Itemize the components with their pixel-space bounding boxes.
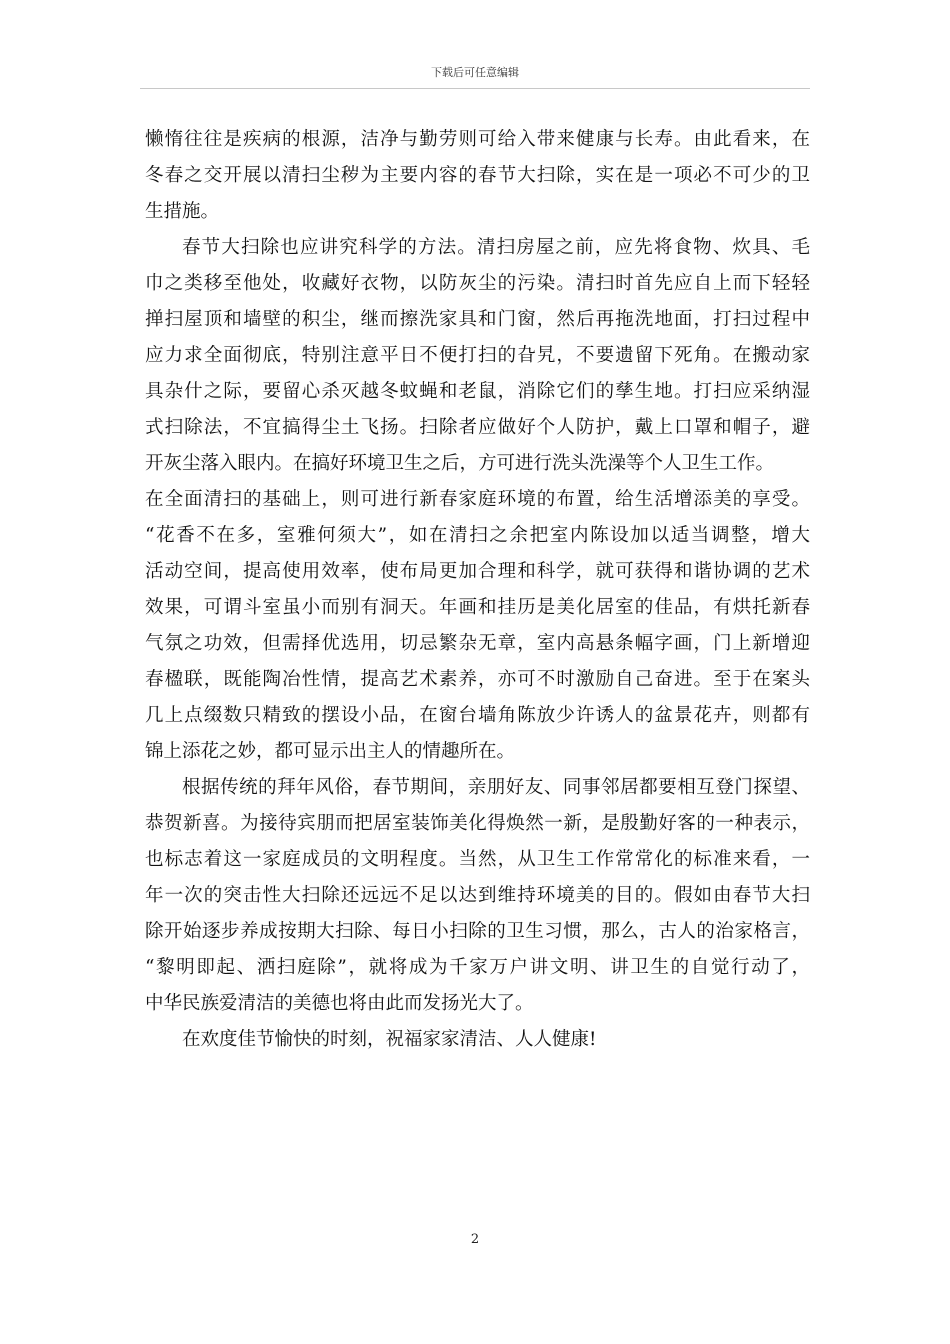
text-line: 在全面清扫的基础上，则可进行新春家庭环境的布置，给生活增添美的享受。	[145, 489, 810, 510]
text-line: 除开始逐步养成按期大扫除、每日小扫除的卫生习惯，那么，古人的治家格言，	[145, 921, 810, 942]
text-line: 根据传统的拜年风俗，春节期间，亲朋好友、同事邻居都要相互登门探望、	[182, 777, 810, 798]
text-line: 中华民族爱清洁的美德也将由此而发扬光大了。	[145, 993, 534, 1014]
paragraph	[145, 230, 810, 482]
text-line: 活动空间，提高使用效率，使布局更加合理和科学，就可获得和谐协调的艺术	[145, 561, 810, 582]
document-body	[145, 122, 810, 1058]
text-line: 懒惰往往是疾病的根源，洁净与勤劳则可给入带来健康与长寿。由此看来，在	[145, 129, 810, 150]
text-line: 春节大扫除也应讲究科学的方法。清扫房屋之前，应先将食物、炊具、毛	[182, 237, 810, 258]
paragraph	[145, 1022, 810, 1058]
text-line: 春楹联，既能陶冶性情，提高艺术素养，亦可不时激励自己奋进。至于在案头	[145, 669, 810, 690]
text-line: 具杂什之际，要留心杀灭越冬蚊蝇和老鼠，消除它们的孳生地。打扫应采纳湿	[145, 381, 810, 402]
paragraph	[145, 770, 810, 1022]
text-line: “花香不在多，室雅何须大”，如在清扫之余把室内陈设加以适当调整，增大	[145, 525, 810, 546]
text-line: 年一次的突击性大扫除还远远不足以达到维持环境美的目的。假如由春节大扫	[145, 885, 810, 906]
paragraph	[145, 482, 810, 770]
text-line: 恭贺新喜。为接待宾朋而把居室装饰美化得焕然一新，是殷勤好客的一种表示，	[145, 813, 810, 834]
text-line: 掸扫屋顶和墙壁的积尘，继而擦洗家具和门窗，然后再拖洗地面，打扫过程中	[145, 309, 810, 330]
text-line: 开灰尘落入眼内。在搞好环境卫生之后，方可进行洗头洗澡等个人卫生工作。	[145, 453, 775, 474]
page-number: 2	[470, 1232, 480, 1247]
header-divider	[140, 88, 810, 89]
text-line: 锦上添花之妙，都可显示出主人的情趣所在。	[145, 741, 516, 762]
paragraph	[145, 122, 810, 230]
page-header: 下载后可任意编辑	[431, 66, 519, 79]
text-line: 也标志着这一家庭成员的文明程度。当然，从卫生工作常常化的标准来看，一	[145, 849, 810, 870]
text-line: 气氛之功效，但需择优选用，切忌繁杂无章，室内高悬条幅字画，门上新增迎	[145, 633, 810, 654]
text-line: 冬春之交开展以清扫尘秽为主要内容的春节大扫除，实在是一项必不可少的卫	[145, 165, 810, 186]
text-line: 应力求全面彻底，特别注意平日不便打扫的旮旯，不要遗留下死角。在搬动家	[145, 345, 810, 366]
text-line: 生措施。	[145, 201, 220, 222]
text-line: 几上点缀数只精致的摆设小品，在窗台墙角陈放少许诱人的盆景花卉，则都有	[145, 705, 810, 726]
text-line: 在欢度佳节愉快的时刻，祝福家家清洁、人人健康!	[182, 1029, 597, 1050]
text-line: “黎明即起、洒扫庭除”，就将成为千家万户讲文明、讲卫生的自觉行动了，	[145, 957, 810, 978]
text-line: 巾之类移至他处，收藏好衣物，以防灰尘的污染。清扫时首先应自上而下轻轻	[145, 273, 810, 294]
text-line: 效果，可谓斗室虽小而别有洞天。年画和挂历是美化居室的佳品，有烘托新春	[145, 597, 810, 618]
text-line: 式扫除法，不宜搞得尘土飞扬。扫除者应做好个人防护，戴上口罩和帽子，避	[145, 417, 810, 438]
